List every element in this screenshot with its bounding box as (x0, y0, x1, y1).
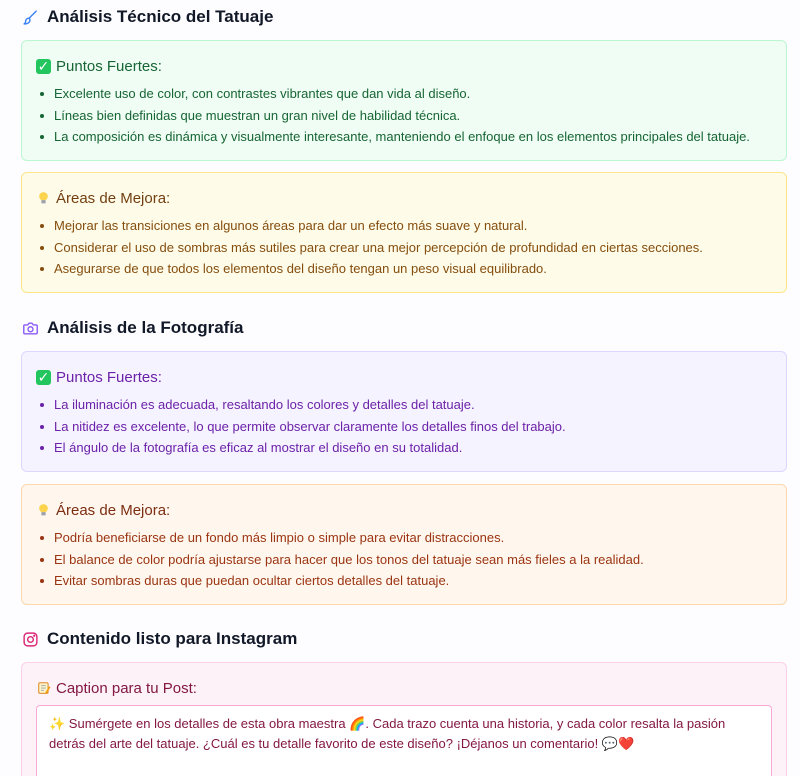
camera-icon (21, 319, 39, 337)
check-icon: ✓ (37, 57, 50, 74)
photo-improvements-card (21, 484, 787, 605)
tech-strengths-heading (36, 55, 772, 77)
heading-text: Puntos Fuertes: (56, 368, 162, 386)
heading-text: Puntos Fuertes: (56, 57, 162, 75)
tech-strengths-list (36, 83, 772, 148)
instagram-icon (21, 630, 39, 648)
list-item: Considerar el uso de sombras más sutiles para crear una mejor percepción de profundidad en ciertas secciones. (54, 237, 772, 259)
section-title-text: Contenido listo para Instagram (47, 629, 298, 648)
list-item: Excelente uso de color, con contrastes vibrantes que dan vida al diseño. (54, 83, 772, 105)
tech-improvements-list (36, 215, 772, 280)
photo-improvements-list (36, 527, 772, 592)
list-item: Podría beneficiarse de un fondo más limpio o simple para evitar distracciones. (54, 527, 772, 549)
list-item: La iluminación es adecuada, resaltando los colores y detalles del tatuaje. (54, 394, 772, 416)
heading-text: Áreas de Mejora: (56, 501, 171, 519)
caption-card (21, 662, 787, 776)
tech-improvements-heading (36, 187, 772, 209)
list-item: Asegurarse de que todos los elementos del diseño tengan un peso visual equilibrado. (54, 258, 772, 280)
caption-textbox[interactable]: ✨ Sumérgete en los detalles de esta obra maestra 🌈. Cada trazo cuenta una historia, y cada color resalta la pasión detrás del arte del tatuaje. ¿Cuál es tu detalle favorito de este diseño? ¡Déjanos un comentario! 💬❤️ (36, 705, 772, 776)
section-title-text: Análisis Técnico del Tatuaje (47, 7, 274, 26)
heading-text: Caption para tu Post: (56, 679, 197, 697)
section-title-text: Análisis de la Fotografía (47, 318, 244, 337)
photo-strengths-heading (36, 366, 772, 388)
lightbulb-icon (36, 191, 51, 206)
list-item: Líneas bien definidas que muestran un gran nivel de habilidad técnica. (54, 105, 772, 127)
photo-strengths-card (21, 351, 787, 472)
list-item: La composición es dinámica y visualmente interesante, manteniendo el enfoque en los elementos principales del tatuaje. (54, 126, 772, 148)
tech-improvements-card (21, 172, 787, 293)
brush-icon (21, 8, 39, 26)
photo-analysis-title (21, 316, 244, 340)
tech-strengths-card (21, 40, 787, 161)
list-item: El ángulo de la fotografía es eficaz al mostrar el diseño en su totalidad. (54, 437, 772, 459)
memo-icon (36, 681, 51, 696)
check-icon: ✓ (37, 368, 50, 385)
caption-heading (36, 677, 772, 699)
photo-strengths-list (36, 394, 772, 459)
photo-improvements-heading (36, 499, 772, 521)
lightbulb-icon (36, 503, 51, 518)
list-item: Mejorar las transiciones en algunos áreas para dar un efecto más suave y natural. (54, 215, 772, 237)
list-item: La nitidez es excelente, lo que permite observar claramente los detalles finos del trabajo. (54, 416, 772, 438)
heading-text: Áreas de Mejora: (56, 189, 171, 207)
tech-analysis-title (21, 5, 273, 29)
list-item: Evitar sombras duras que puedan ocultar ciertos detalles del tatuaje. (54, 570, 772, 592)
instagram-content-title (21, 627, 297, 651)
list-item: El balance de color podría ajustarse para hacer que los tonos del tatuaje sean más fieles a la realidad. (54, 549, 772, 571)
